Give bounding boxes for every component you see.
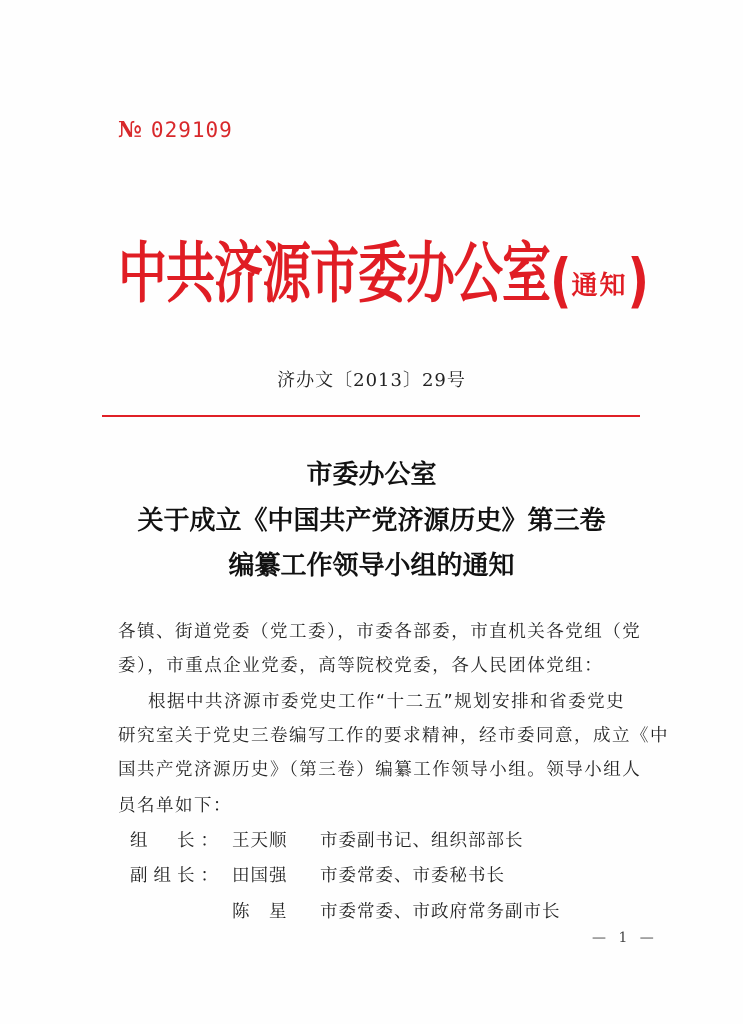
title-line-3: 编纂工作领导小组的通知	[228, 551, 515, 581]
member-role: 副组长：	[130, 866, 224, 886]
member-name: 王天顺	[232, 831, 288, 851]
member-name: 田国强	[232, 866, 288, 886]
serial-value: 029109	[150, 118, 233, 142]
body-paragraph-line-2: 研究室关于党史三卷编写工作的要求精神，经市委同意，成立《中	[118, 726, 669, 746]
masthead-org: 中共济源市委办公室	[118, 235, 551, 312]
body-paragraph-line-3: 国共产党济源历史》（第三卷）编纂工作领导小组。领导小组人	[118, 760, 642, 780]
masthead	[118, 235, 649, 326]
document-number: 济办文〔2013〕29号	[277, 370, 466, 391]
member-role: 组 长：	[130, 831, 224, 851]
masthead-close-paren: )	[627, 247, 649, 316]
serial-prefix: №	[118, 117, 143, 143]
recipients-line-1: 各镇、街道党委（党工委），市委各部委，市直机关各党组（党	[118, 622, 642, 642]
member-name: 陈 星	[232, 902, 288, 922]
member-post: 市委常委、市政府常务副市长	[320, 902, 561, 922]
red-divider	[102, 415, 640, 417]
masthead-kind: 通知	[571, 271, 628, 301]
member-post: 市委副书记、组织部部长	[320, 831, 524, 851]
member-post: 市委常委、市委秘书长	[320, 866, 505, 886]
body-paragraph-line-1: 根据中共济源市委党史工作“十二五”规划安排和省委党史	[148, 692, 626, 712]
masthead-open-paren: (	[550, 247, 572, 316]
serial-number	[118, 117, 233, 143]
title-line-1: 市委办公室	[306, 460, 437, 490]
recipients-line-2: 委），市重点企业党委，高等院校党委，各人民团体党组：	[118, 656, 604, 676]
title-line-2: 关于成立《中国共产党济源历史》第三卷	[137, 506, 606, 536]
page-number: — 1 —	[592, 930, 658, 946]
body-paragraph-line-4: 员名单如下：	[118, 796, 232, 816]
